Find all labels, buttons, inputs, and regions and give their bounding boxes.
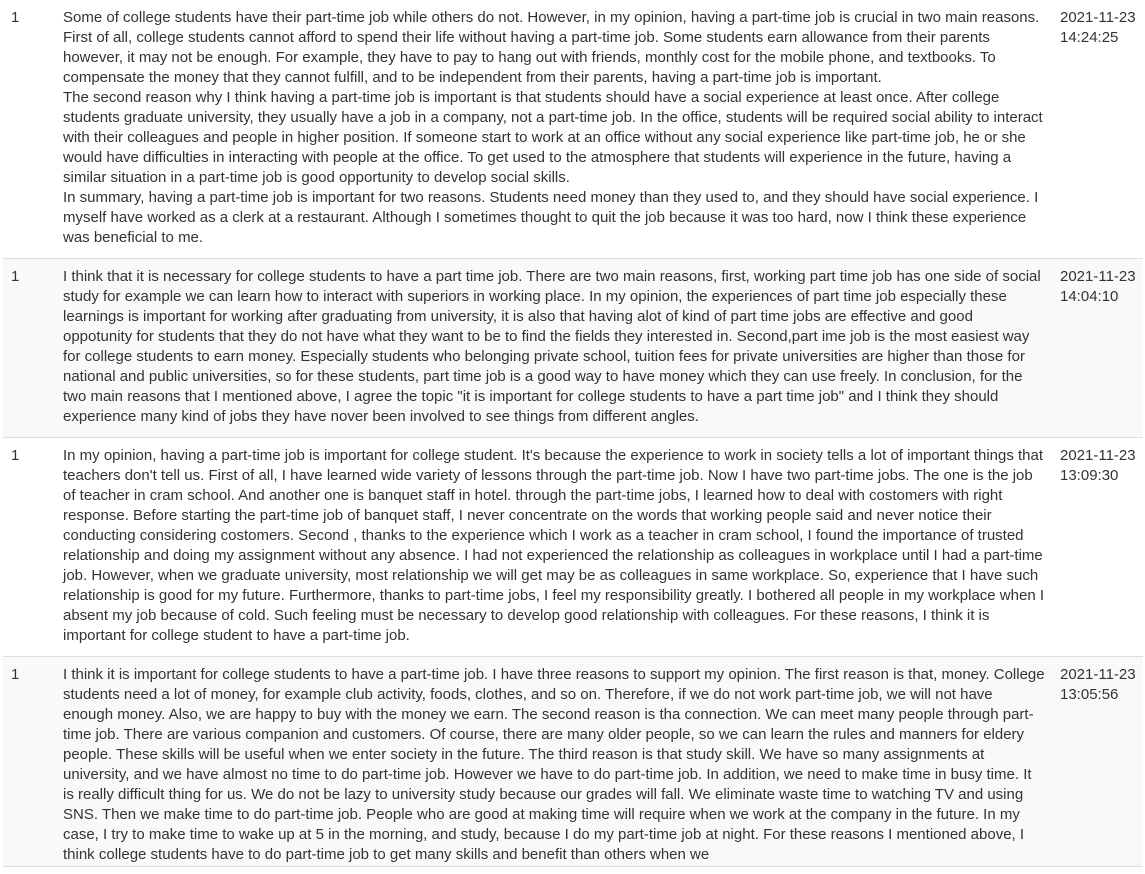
timestamp-time: 13:05:56 [1060, 686, 1119, 703]
essay-text-cell: Some of college students have their part-time job while others do not. However, in my opinion, having a part-time job is crucial in two main reasons. First of all, college students cannot afford to spend their life without having a part-time job. Some students earn allowance from their parents however, it may not be enough. For example, they have to pay to hang out with friends, monthly cost for the mobile phone, and textbooks. To compensate the money that they cannot fulfill, and to be independent from their parents, having a part-time job is important. The second reason why I think having a part-time job is important is that students should have a social experience at least once. After college students graduate university, they usually have a job in a company, not a part-time job. In the office, students will be required social ability to interact with their colleagues and people in higher position. If someone start to work at an office without any social experience like part-time job, he or she would have difficulties in interacting with people at the office. To get used to the atmosphere that students will experience in the future, having a similar situation in a part-time job is good opportunity to develop social skills. In summary, having a part-time job is important for two reasons. Students need money than they used to, and they should have social experience. I myself have worked as a clerk at a restaurant. Although I sometimes thought to quit the job because it was too hard, now I think these experience was beneficial to me. [63, 9, 1043, 246]
essay-text-cell: In my opinion, having a part-time job is important for college student. It's because the experience to work in society tells a lot of important things that teachers don't tell us. First of all, I have learned wide variety of lessons through the part-time job. Now I have two part-time jobs. The one is the job of teacher in cram school. And another one is banquet staff in hotel. through the part-time jobs, I learned how to deal with costomers with right response. Before starting the part-time job of banquet staff, I never concentrate on the words that working people said and never notice their conducting considering costomers. Second , thanks to the experience which I work as a teacher in cram school, I found the importance of trusted relationship and doing my assignment without any absence. I had not experienced the relationship as colleagues in workplace until I had a part-time job. However, when we graduate university, most relationship we will get may be as colleagues in same workplace. So, experience that I have such relationship is good for my future. Furthermore, thanks to part-time jobs, I feel my responsibility greatly. I bothered all people in my workplace when I absent my job because of cold. Such feeling must be necessary to develop good relationship with colleagues. For these reasons, I think it is important for college student to have a part-time job. [63, 447, 1045, 644]
row-id-cell: 1 [11, 268, 20, 285]
table-row [3, 0, 1143, 259]
table-row [3, 259, 1143, 438]
timestamp-date: 2021-11-23 [1060, 447, 1136, 464]
timestamp-date: 2021-11-23 [1060, 666, 1136, 683]
table-row [3, 657, 1143, 867]
timestamp-cell [1054, 438, 1143, 656]
timestamp-time: 13:09:30 [1060, 467, 1119, 484]
timestamp-cell [1054, 0, 1143, 258]
essay-table [3, 0, 1143, 867]
essay-text-cell: I think it is important for college students to have a part-time job. I have three reasons to support my opinion. The first reason is that, money. College students need a lot of money, for example club activity, foods, clothes, and so on. Therefore, if we do not work part-time job, we will not have enough money. Also, we are happy to buy with the money we earn. The second reason is tha connection. We can meet many people through part-time job. There are various companion and customers. Of course, there are many older people, so we can learn the rules and manners for eldery people. These skills will be useful when we enter society in the future. The third reason is that study skill. We have so many assignments at university, and we have almost no time to do part-time job. However we have to do part-time job. In addition, we need to make time in busy time. It is really difficult thing for us. We do not be lazy to university study because our grades will fall. We eliminate waste time to watching TV and using SNS. Then we make time to do part-time job. People who are good at making time will require when we work at the company in the future. In my case, I try to make time to wake up at 5 in the morning, and study, because I do my part-time job at night. For these reasons I mentioned above, I think college students have to do part-time job to get many skills and benefit than others when we [63, 666, 1045, 863]
row-id-cell: 1 [11, 666, 20, 683]
table-row [3, 438, 1143, 657]
row-id-cell: 1 [11, 447, 20, 464]
timestamp-cell [1054, 259, 1143, 437]
timestamp-time: 14:24:25 [1060, 29, 1119, 46]
row-id-cell: 1 [11, 9, 20, 26]
timestamp-time: 14:04:10 [1060, 288, 1119, 305]
timestamp-cell [1054, 657, 1143, 866]
timestamp-date: 2021-11-23 [1060, 9, 1136, 26]
timestamp-date: 2021-11-23 [1060, 268, 1136, 285]
essay-text-cell: I think that it is necessary for college students to have a part time job. There are two main reasons, first, working part time job has one side of social study for example we can learn how to interact with superiors in working place. In my opinion, the experiences of part time job especially these learnings is important for working after graduating from university, it is also that having alot of kind of part time jobs are effective and good oppotunity for students that they do not have what they want to be to find the fields they interested in. Second,part ime job is the most easiest way for college students to earn money. Especially students who belonging private school, tuition fees for private universities are higher than those for national and public universities, so for these students, part time job is a good way to have money which they can use freely. In conclusion, for the two main reasons that I mentioned above, I agree the topic "it is important for college students to have a part time job" and I think they should experience many kind of jobs they have nover been involved to see things from different angles. [63, 268, 1041, 425]
